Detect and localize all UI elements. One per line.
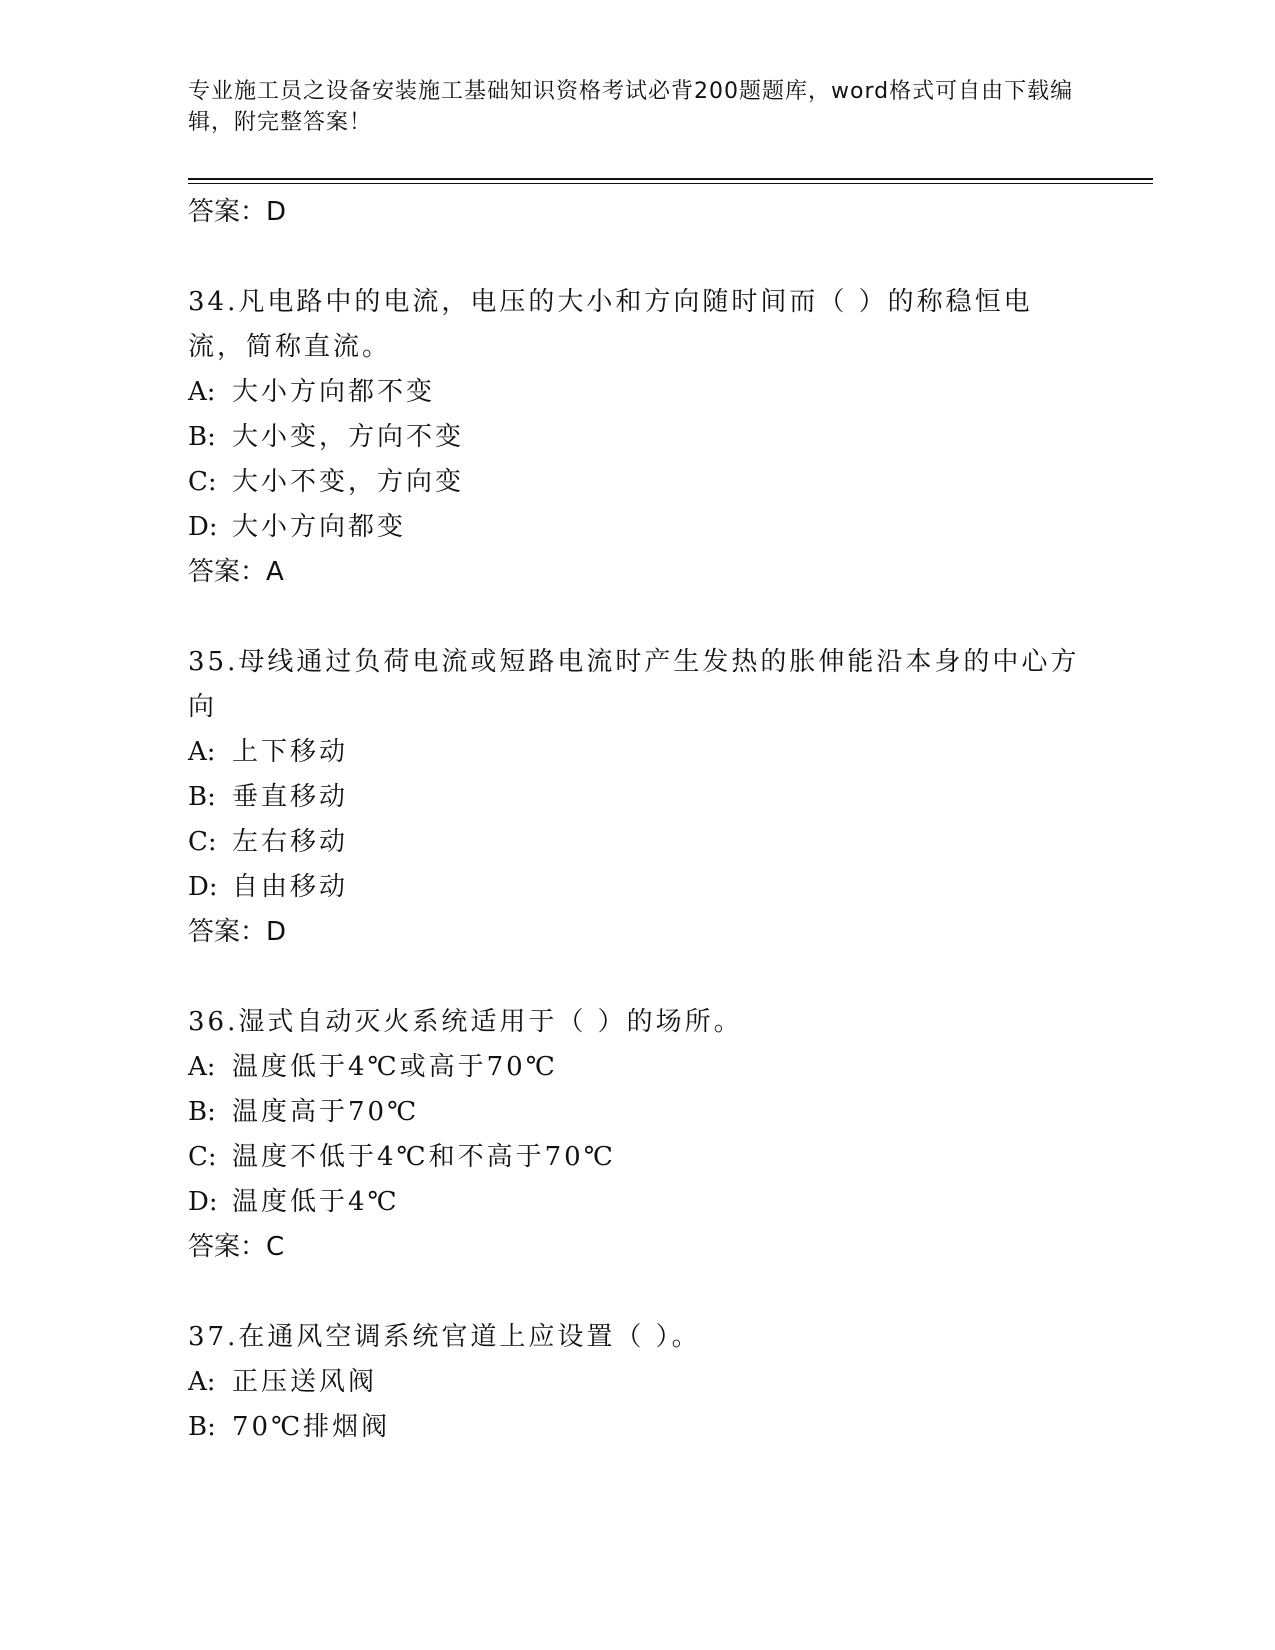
option-b <box>188 775 1088 820</box>
option-label: A: <box>188 1367 216 1397</box>
option-a <box>188 730 1088 775</box>
question-36 <box>188 1000 1088 1270</box>
option-label: D: <box>188 872 218 902</box>
option-label: C: <box>188 827 217 857</box>
answer-line: 答案：D <box>188 917 287 947</box>
option-a <box>188 1045 1088 1090</box>
option-label: C: <box>188 1142 217 1172</box>
option-label: D: <box>188 1187 218 1217</box>
option-text: 大小方向都不变 <box>232 377 436 407</box>
option-text: 大小不变，方向变 <box>232 467 465 497</box>
option-d <box>188 865 1088 910</box>
option-label: A: <box>188 1052 216 1082</box>
option-text: 正压送风阀 <box>232 1367 378 1397</box>
question-stem: 36.湿式自动灭火系统适用于（ ）的场所。 <box>188 1007 743 1037</box>
option-label: A: <box>188 377 216 407</box>
question-35 <box>188 640 1088 955</box>
option-c <box>188 460 1088 505</box>
option-text: 温度高于70℃ <box>232 1097 420 1127</box>
option-text: 温度不低于4℃和不高于70℃ <box>232 1142 616 1172</box>
option-text: 温度低于4℃或高于70℃ <box>232 1052 558 1082</box>
option-text: 大小变，方向不变 <box>232 422 465 452</box>
option-text: 垂直移动 <box>232 782 349 812</box>
option-a <box>188 1360 1088 1405</box>
option-label: B: <box>188 1097 216 1127</box>
option-label: B: <box>188 782 216 812</box>
document-body <box>188 190 1088 1495</box>
option-label: C: <box>188 467 217 497</box>
option-d <box>188 1180 1088 1225</box>
question-stem: 35.母线通过负荷电流或短路电流时产生发热的胀伸能沿本身的中心方向 <box>188 647 1080 722</box>
option-label: B: <box>188 1412 216 1442</box>
option-text: 大小方向都变 <box>232 512 407 542</box>
option-text: 上下移动 <box>232 737 349 767</box>
option-label: D: <box>188 512 218 542</box>
header-rule-thick <box>188 178 1153 180</box>
answer-line: 答案：D <box>188 197 287 227</box>
option-c <box>188 1135 1088 1180</box>
option-c <box>188 820 1088 865</box>
header-rule-thin <box>188 183 1153 184</box>
option-label: B: <box>188 422 216 452</box>
option-d <box>188 505 1088 550</box>
question-stem: 37.在通风空调系统官道上应设置（ ）。 <box>188 1322 701 1352</box>
option-text: 左右移动 <box>232 827 349 857</box>
answer-line: 答案：C <box>188 1232 285 1262</box>
option-text: 70℃排烟阀 <box>232 1412 391 1442</box>
option-b <box>188 1405 1088 1450</box>
answer-line: 答案：A <box>188 557 284 587</box>
question-37 <box>188 1315 1088 1450</box>
question-stem: 34.凡电路中的电流，电压的大小和方向随时间而（ ）的称稳恒电流，简称直流。 <box>188 287 1033 362</box>
option-text: 自由移动 <box>232 872 349 902</box>
option-a <box>188 370 1088 415</box>
option-b <box>188 415 1088 460</box>
question-34 <box>188 280 1088 595</box>
option-label: A: <box>188 737 216 767</box>
option-b <box>188 1090 1088 1135</box>
document-header: 专业施工员之设备安装施工基础知识资格考试必背200题题库，word格式可自由下载编辑，附完整答案！ <box>188 79 1074 135</box>
option-text: 温度低于4℃ <box>232 1187 400 1217</box>
